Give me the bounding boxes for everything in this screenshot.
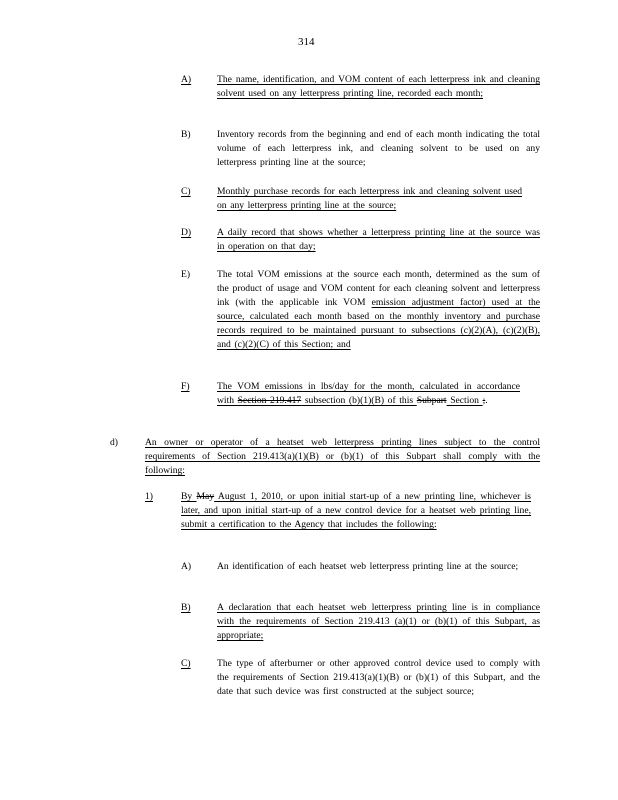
subitem-label-B: B) — [181, 602, 191, 613]
item-label-B: B) — [181, 129, 191, 140]
item-text-1: By May August 1, 2010, or upon initial start-up of a new printing line, whichever is later, and upon initial start-up of a new control device for a heatset web printing line, submit a certification to the Agency that includes the following: — [181, 491, 532, 530]
subitem-text-B: A declaration that each heatset web letterpress printing line is in compliance with the requirements of Section 219.413 (a)(1) or (b)(1) of this Subpart, as appropriate; — [217, 602, 540, 641]
subitem-label-A: A) — [181, 561, 192, 572]
item-text-A: The name, identification, and VOM content of each letterpress ink and cleaning solvent used on any letterpress printing line, recorded each month; — [217, 74, 540, 99]
item-label-1: 1) — [145, 491, 153, 502]
item-text-F: The VOM emissions in lbs/day for the month, calculated in accordance with Section 219.417 subsection (b)(1)(B) of this Subpart Section ;. — [217, 381, 520, 406]
item-text-B: Inventory records from the beginning and end of each month indicating the total volume of each letterpress ink, and cleaning solvent to be used on any letterpress printing line at the source; — [217, 129, 540, 168]
item-text-E: The total VOM emissions at the source each month, determined as the sum of the product of usage and VOM content for each cleaning solvent and letterpress ink (with the applicable ink VOM emission adjustment factor) used at the source, calculated each month based on the monthly inventory and purchase records required to be maintained pursuant to subsections (c)(2)(A), (c)(2)(B), and (c)(2)(C) of this Section; and — [217, 269, 541, 350]
item-text-C: Monthly purchase records for each letterpress ink and cleaning solvent used on any letterpress printing line at the source; — [217, 186, 522, 211]
subsection-label-d: d) — [110, 437, 118, 448]
item-label-A: A) — [181, 74, 192, 85]
subitem-text-C: The type of afterburner or other approved control device used to comply with the requirements of Section 219.413(a)(1)(B) or (b)(1) of this Subpart, and the date that such device was first constructed at the subject source; — [217, 658, 540, 697]
page-number: 314 — [298, 36, 315, 48]
item-label-E: E) — [181, 269, 191, 280]
subitem-label-C: C) — [181, 658, 191, 669]
item-label-C: C) — [181, 186, 191, 197]
subitem-text-A: An identification of each heatset web letterpress printing line at the source; — [217, 561, 519, 572]
item-label-F: F) — [181, 381, 190, 392]
item-text-D: A daily record that shows whether a letterpress printing line at the source was in operation on that day; — [217, 227, 540, 252]
item-label-D: D) — [181, 227, 192, 238]
subsection-text-d: An owner or operator of a heatset web letterpress printing lines subject to the control requirements of Section 219.413(a)(1)(B) or (b)(1) of this Subpart shall comply with the following: — [145, 437, 540, 476]
